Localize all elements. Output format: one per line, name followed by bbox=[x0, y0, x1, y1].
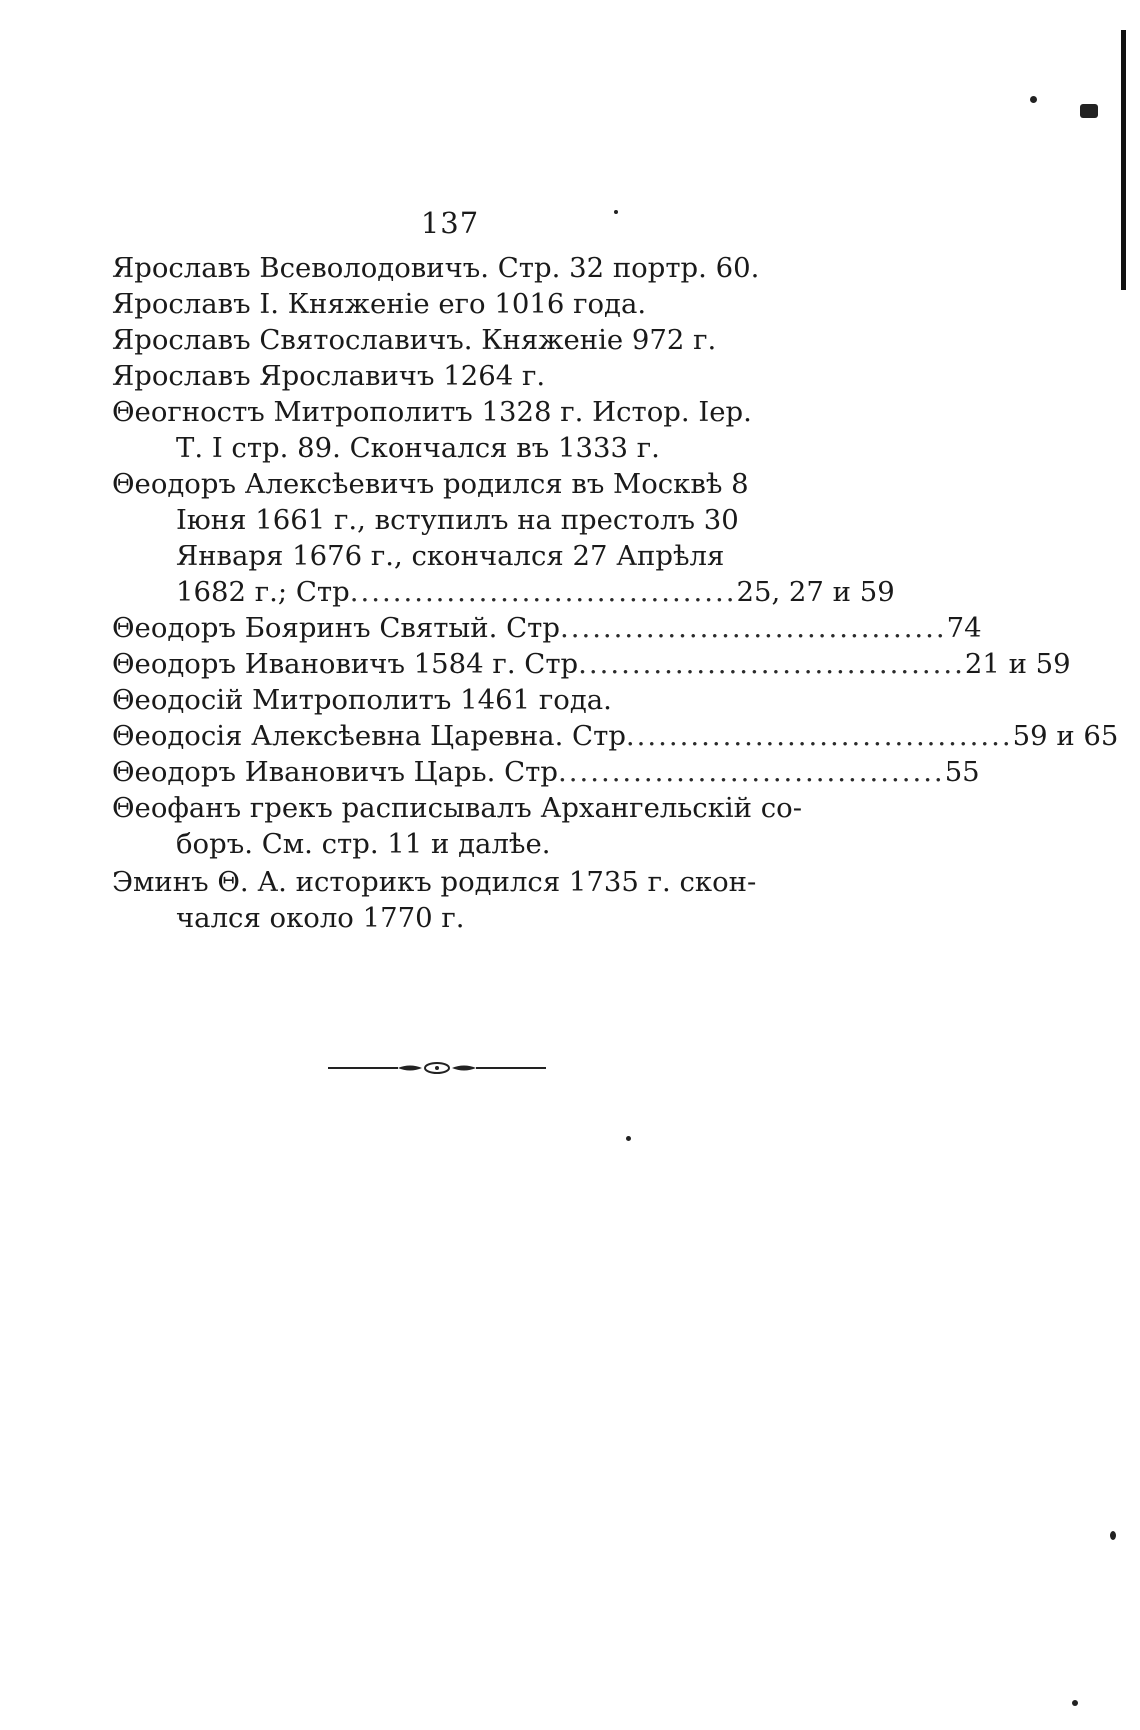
index-entry bbox=[112, 394, 752, 466]
ornamental-divider bbox=[328, 1060, 546, 1076]
entry-line: Января 1676 г., скончался 27 Апрѣля bbox=[176, 540, 725, 572]
print-speck bbox=[614, 210, 618, 214]
page-reference: 55 bbox=[944, 756, 980, 788]
page-reference: 74 bbox=[946, 612, 982, 644]
entry-line: Θеодоръ Алексѣевичъ родился въ Москвѣ 8 bbox=[112, 468, 749, 500]
entry-line: боръ. См. стр. 11 и далѣе. bbox=[176, 828, 551, 860]
entry-line: Ярославъ Всеволодовичъ. Стр. 32 портр. 60. bbox=[112, 252, 760, 284]
entry-line: чался около 1770 г. bbox=[176, 902, 465, 934]
leader-dots: .................................... bbox=[557, 756, 945, 788]
page-reference: 25, 27 и 59 bbox=[736, 576, 895, 608]
entry-line: Θеодосій Митрополитъ 1461 года. bbox=[112, 684, 612, 716]
entry-text: Θеодоръ Ивановичъ 1584 г. Стр bbox=[112, 648, 579, 680]
index-entry bbox=[112, 358, 545, 394]
entry-line: Т. I стр. 89. Скончался въ 1333 г. bbox=[176, 432, 660, 464]
entry-text: 1682 г.; Стр bbox=[176, 576, 350, 608]
index-entry bbox=[112, 250, 759, 286]
entry-dotted-line bbox=[112, 610, 982, 646]
entry-line: Ярославъ I. Княженіе его 1016 года. bbox=[112, 288, 647, 320]
entry-line: Эминъ Θ. А. историкъ родился 1735 г. скон- bbox=[112, 866, 757, 898]
print-speck bbox=[1030, 96, 1037, 103]
page-number: 137 bbox=[420, 206, 480, 240]
index-entry bbox=[112, 466, 895, 610]
entry-dotted-line bbox=[112, 718, 1119, 754]
entry-line: Θеогностъ Митрополитъ 1328 г. Истор. Іер. bbox=[112, 396, 752, 428]
leader-dots: .................................... bbox=[559, 612, 947, 644]
entry-line: Іюня 1661 г., вступилъ на престолъ 30 bbox=[176, 504, 739, 536]
page-reference: 59 и 65 bbox=[1012, 720, 1119, 752]
leader-dots: .................................... bbox=[625, 720, 1013, 752]
index-entry bbox=[112, 790, 802, 862]
index-entry bbox=[112, 322, 716, 358]
entry-line: Ярославъ Ярославичъ 1264 г. bbox=[112, 360, 546, 392]
entry-dotted-line bbox=[112, 574, 895, 610]
entry-text: Θеодоръ Ивановичъ Царь. Стр bbox=[112, 756, 558, 788]
print-speck bbox=[1110, 1531, 1116, 1540]
entry-dotted-line bbox=[112, 754, 980, 790]
leader-dots: .................................... bbox=[578, 648, 965, 680]
print-speck bbox=[1080, 104, 1098, 118]
entry-text: Θеодоръ Бояринъ Святый. Стр bbox=[112, 612, 560, 644]
index-entry bbox=[112, 610, 982, 646]
index-entry bbox=[112, 646, 1071, 682]
index-entry bbox=[112, 864, 756, 936]
entry-line: Ярославъ Святославичъ. Княженіе 972 г. bbox=[112, 324, 717, 356]
print-speck bbox=[1072, 1700, 1078, 1706]
index-entry bbox=[112, 286, 646, 322]
index-entry bbox=[112, 682, 612, 718]
page-edge-shadow bbox=[1121, 30, 1126, 290]
page-reference: 21 и 59 bbox=[964, 648, 1071, 680]
leader-dots: .................................... bbox=[349, 576, 737, 608]
entry-line: Θеофанъ грекъ расписывалъ Архангельскій со- bbox=[112, 792, 802, 824]
print-speck bbox=[626, 1136, 631, 1141]
index-entry bbox=[112, 718, 1119, 754]
entry-dotted-line bbox=[112, 646, 1071, 682]
entry-text: Θеодосія Алексѣевна Царевна. Стр bbox=[112, 720, 626, 752]
index-entry bbox=[112, 754, 980, 790]
